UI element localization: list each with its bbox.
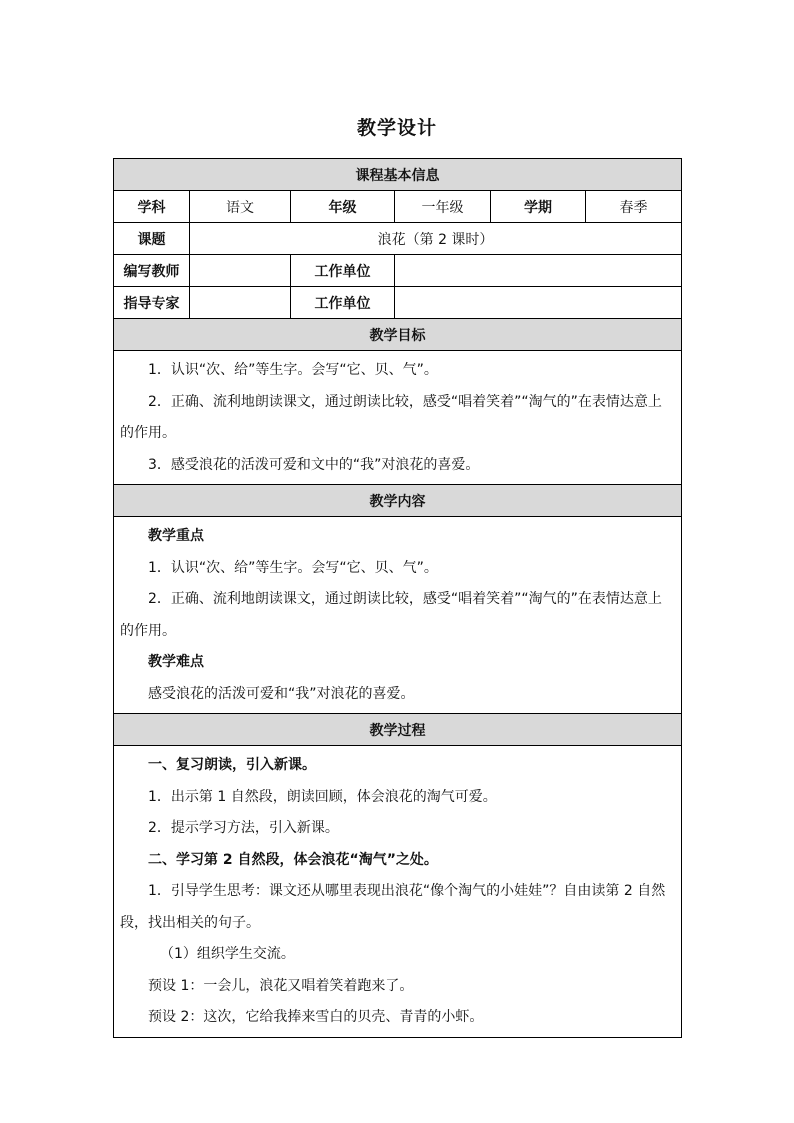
preset-item: 预设 2：这次，它给我捧来雪白的贝壳、青青的小虾。 — [148, 1009, 484, 1025]
advisor-value — [190, 287, 291, 319]
goal-item: 3．感受浪花的活泼可爱和文中的“我”对浪花的喜爱。 — [148, 456, 480, 473]
step2-sub-item: （1）组织学生交流。 — [160, 946, 295, 962]
content-body — [114, 517, 682, 714]
author-unit-label: 工作单位 — [291, 255, 395, 287]
step2-title: 二、学习第 2 自然段，体会浪花“淘气”之处。 — [148, 851, 438, 868]
row-subject-grade-term — [114, 191, 682, 223]
advisor-unit-value — [395, 287, 682, 319]
advisor-unit-label: 工作单位 — [291, 287, 395, 319]
section-basic-info — [114, 159, 682, 191]
goals-body — [114, 351, 682, 485]
topic-label: 课题 — [114, 223, 190, 255]
grade-value: 一年级 — [395, 191, 491, 223]
section-header-basic: 课程基本信息 — [114, 159, 682, 191]
lesson-plan-table — [113, 158, 682, 1038]
preset-item: 预设 1：一会儿，浪花又唱着笑着跑来了。 — [148, 977, 414, 994]
step1-title: 一、复习朗读，引入新课。 — [148, 757, 316, 773]
row-goals-body — [114, 351, 682, 485]
key-point-item: 2．正确、流利地朗读课文，通过朗读比较，感受“唱着笑着”“淘气的”在表情达意上的作用。 — [120, 591, 662, 639]
term-value: 春季 — [586, 191, 682, 223]
goal-item: 2．正确、流利地朗读课文，通过朗读比较，感受“唱着笑着”“淘气的”在表情达意上的作用。 — [120, 393, 662, 441]
author-value — [190, 255, 291, 287]
section-header-content: 教学内容 — [114, 485, 682, 517]
author-label: 编写教师 — [114, 255, 190, 287]
subject-value: 语文 — [190, 191, 291, 223]
grade-label: 年级 — [291, 191, 395, 223]
document-title: 教学设计 — [356, 117, 437, 139]
row-content-body — [114, 517, 682, 714]
term-label: 学期 — [491, 191, 586, 223]
key-points-heading: 教学重点 — [148, 528, 204, 544]
subject-label: 学科 — [114, 191, 190, 223]
goal-item: 1．认识“次、给”等生字。会写“它、贝、气”。 — [148, 362, 438, 378]
advisor-label: 指导专家 — [114, 287, 190, 319]
row-topic — [114, 223, 682, 255]
step1-item: 1．出示第 1 自然段，朗读回顾，体会浪花的淘气可爱。 — [148, 788, 497, 805]
difficulty-text: 感受浪花的活泼可爱和“我”对浪花的喜爱。 — [148, 685, 415, 702]
step1-item: 2．提示学习方法，引入新课。 — [148, 820, 339, 836]
author-unit-value — [395, 255, 682, 287]
step2-item: 1．引导学生思考：课文还从哪里表现出浪花“像个淘气的小娃娃”？自由读第 2 自然段，找出相关的句子。 — [120, 883, 666, 931]
row-process-body — [114, 746, 682, 1038]
section-process — [114, 714, 682, 746]
section-header-goals: 教学目标 — [114, 319, 682, 351]
section-header-process: 教学过程 — [114, 714, 682, 746]
row-author — [114, 255, 682, 287]
key-point-item: 1．认识“次、给”等生字。会写“它、贝、气”。 — [148, 559, 438, 576]
topic-value: 浪花（第 2 课时） — [190, 223, 682, 255]
difficulty-heading: 教学难点 — [148, 654, 204, 670]
section-goals — [114, 319, 682, 351]
section-content — [114, 485, 682, 517]
process-body — [114, 746, 682, 1038]
row-advisor — [114, 287, 682, 319]
